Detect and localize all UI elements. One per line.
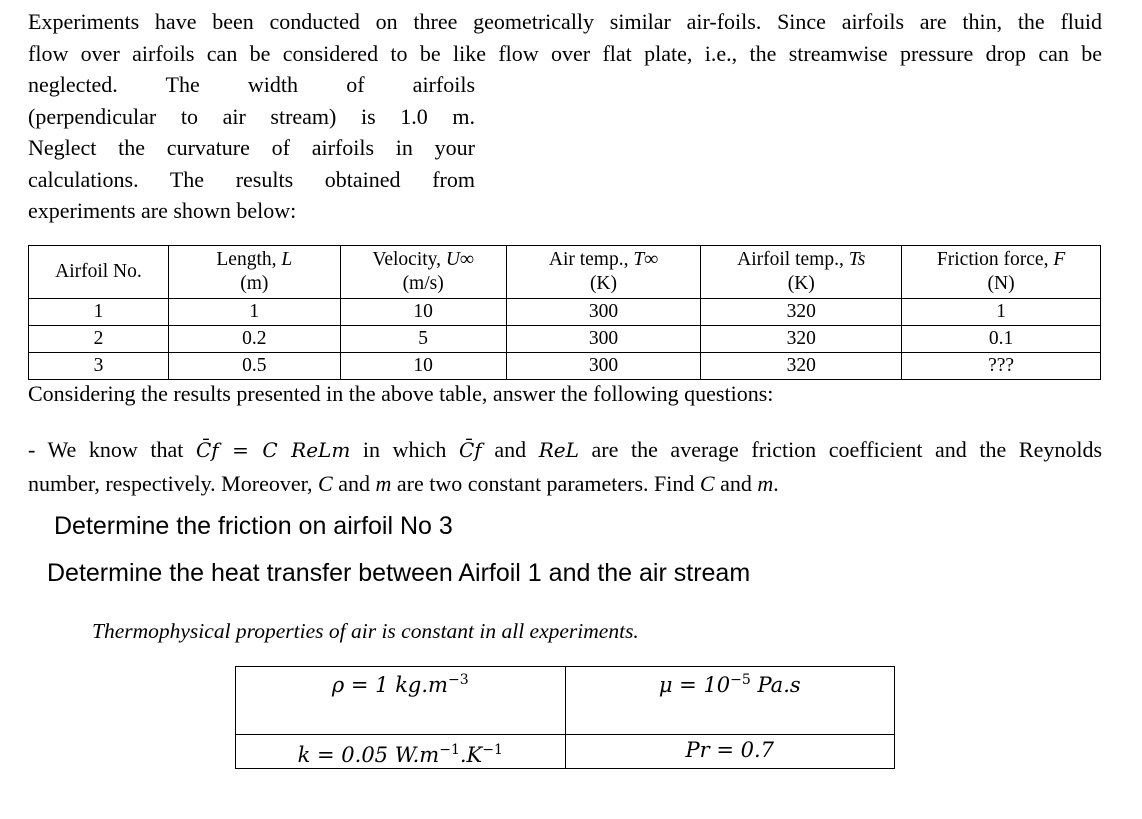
table-cell: 320 (701, 353, 902, 380)
table-cell: 1 (902, 299, 1101, 326)
table-cell: 320 (701, 326, 902, 353)
question-3: Determine the heat transfer between Airfoil 1 and the air stream (47, 559, 751, 587)
properties-note: Thermophysical properties of air is constant in all experiments. (92, 619, 639, 643)
header-airfoil-temp: Airfoil temp., Ts (K) (701, 246, 902, 299)
table-cell: 0.5 (168, 353, 340, 380)
intro-line-5: Neglect the curvature of airfoils in your (28, 135, 475, 160)
table-cell: 0.1 (902, 326, 1101, 353)
table-row (29, 353, 1101, 380)
table-cell: 1 (29, 299, 169, 326)
prandtl-cell: Pr = 0.7 (565, 735, 895, 769)
table-row (236, 735, 895, 769)
intro-line-4: (perpendicular to air stream) is 1.0 m. (28, 103, 475, 129)
table-cell: 1 (168, 299, 340, 326)
table-cell: 10 (340, 299, 506, 326)
table-cell: 300 (506, 326, 701, 353)
results-table (28, 245, 1101, 380)
table-row (236, 667, 895, 735)
table-cell: 3 (29, 353, 169, 380)
header-velocity: Velocity, U∞ (m/s) (340, 246, 506, 299)
header-air-temp: Air temp., T∞ (K) (506, 246, 701, 299)
table-cell: 300 (506, 299, 701, 326)
intro-line-3: neglected. The width of airfoils (28, 72, 475, 97)
table-cell: 0.2 (168, 326, 340, 353)
intro-line-6: calculations. The results obtained from (28, 166, 475, 192)
conductivity-cell: k = 0.05 $W.m^{-1}.K^{-1}$ (236, 735, 566, 769)
intro-line-1: Experiments have been conducted on three geometrically similar air-foils. Since airfoils are thin, the fluid (28, 9, 1102, 34)
table-cell: ??? (902, 353, 1101, 380)
table-cell: 2 (29, 326, 169, 353)
table-cell: 300 (506, 353, 701, 380)
properties-table (235, 666, 895, 769)
table-cell: 10 (340, 353, 506, 380)
table-cell: 5 (340, 326, 506, 353)
problem-intro (28, 6, 1104, 227)
table-row (29, 326, 1101, 353)
header-friction-force: Friction force, F (N) (902, 246, 1101, 299)
intro-line-7: experiments are shown below: (28, 198, 297, 223)
question-2: Determine the friction on airfoil No 3 (54, 512, 453, 540)
header-airfoil-no: Airfoil No. (29, 246, 169, 299)
table-cell: 320 (701, 299, 902, 326)
viscosity-cell: $\mu = 10^{-5}$ Pa.s (565, 667, 895, 735)
table-row (29, 299, 1101, 326)
header-length: Length, L (m) (168, 246, 340, 299)
density-cell: ρ = 1 $kg.m^{-3}$ (236, 667, 566, 735)
question-1-line-2: number, respectively. Moreover, C and m are two constant parameters. Find C and m. (28, 471, 779, 496)
questions-intro: Considering the results presented in the above table, answer the following questions: (28, 381, 774, 406)
results-header-row (29, 246, 1101, 299)
question-1 (28, 433, 1102, 501)
question-1-line-1: - We know that C̄f = C ReLm in which C̄f and ReL are the average friction coefficient and the Reynolds (28, 437, 1103, 462)
friction-equation: C̄f = C ReLm (196, 438, 351, 462)
intro-line-2: flow over airfoils can be considered to be like flow over flat plate, i.e., the streamwise pressure drop can be (28, 40, 1102, 66)
